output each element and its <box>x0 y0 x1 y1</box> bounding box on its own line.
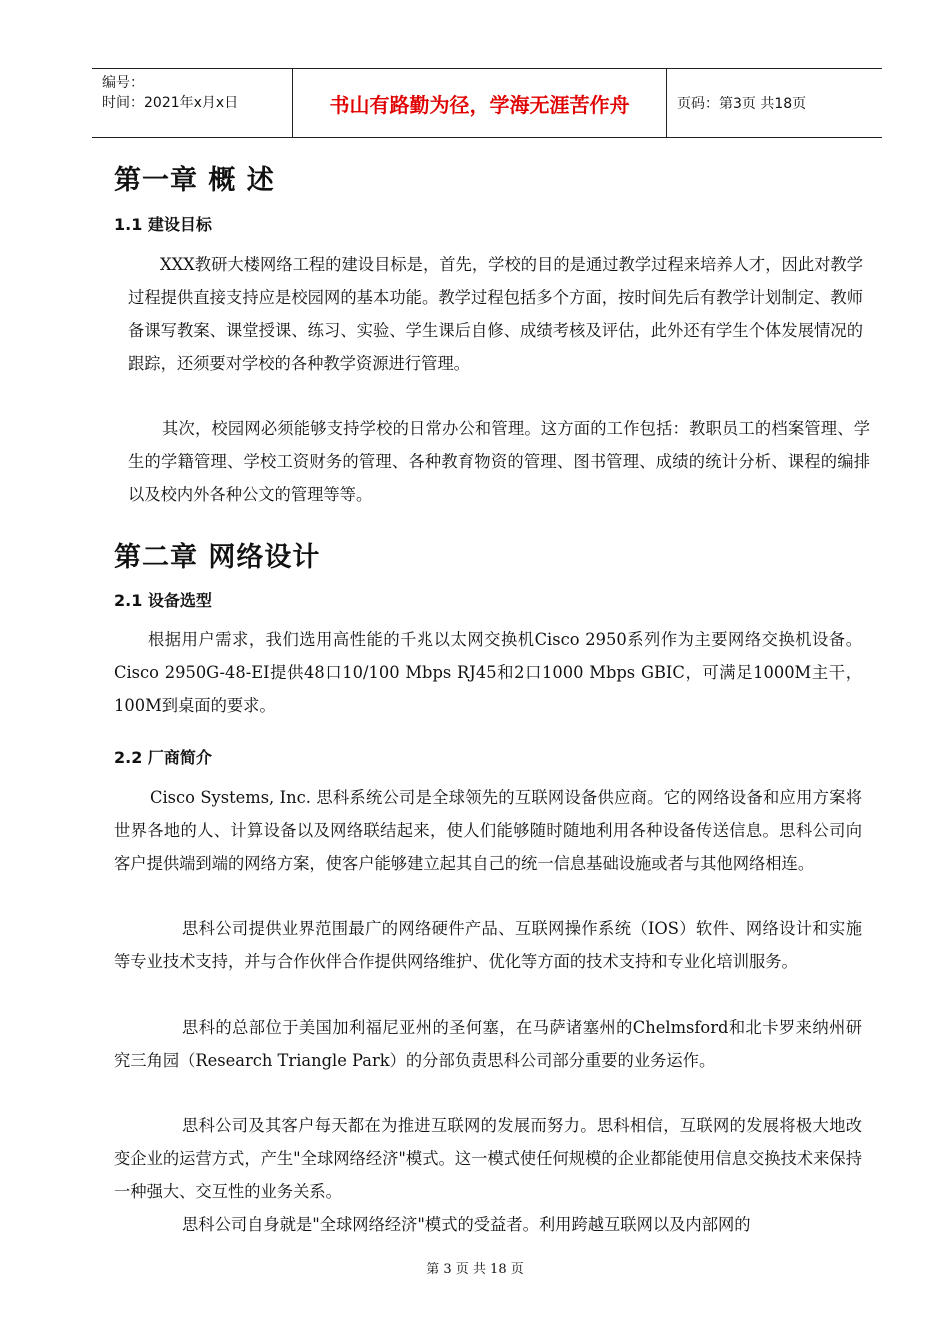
page-footer: 第 3 页 共 18 页 <box>426 1262 524 1277</box>
header-page-number: 页码：第3页 共18页 <box>677 96 807 112</box>
header-info <box>92 69 293 137</box>
section-2-2-paragraph-5: 思科公司自身就是"全球网络经济"模式的受益者。利用跨越互联网以及内部网的 <box>182 1215 751 1234</box>
section-2-2-paragraph-2: 思科公司提供业界范围最广的网络硬件产品、互联网操作系统（IOS）软件、网络设计和实施等专业技术支持，并与合作伙伴合作提供网络维护、优化等方面的技术支持和专业化培训服务。 <box>114 919 862 971</box>
header-motto: 书山有路勤为径，学海无涯苦作舟 <box>293 69 667 137</box>
section-2-2-paragraph-3: 思科的总部位于美国加利福尼亚州的圣何塞，在马萨诸塞州的Chelmsford和北卡罗来纳州研究三角园（Research Triangle Park）的分部负责思科公司部分重要的业务运作。 <box>114 1018 862 1070</box>
section-2-2-title: 2.2 厂商简介 <box>114 748 212 767</box>
section-2-1-title: 2.1 设备选型 <box>114 591 212 610</box>
section-1-1-paragraph-1: XXX教研大楼网络工程的建设目标是，首先，学校的目的是通过教学过程来培养人才，因此对教学过程提供直接支持应是校园网的基本功能。教学过程包括多个方面，按时间先后有教学计划制定、教师备课写教案、课堂授课、练习、实验、学生课后自修、成绩考核及评估，此外还有学生个体发展情况的跟踪，还须要对学校的各种教学资源进行管理。 <box>128 255 863 373</box>
section-2-2-paragraph-1: Cisco Systems, Inc. 思科系统公司是全球领先的互联网设备供应商。它的网络设备和应用方案将世界各地的人、计算设备以及网络联结起来，使人们能够随时随地利用各种设备传送信息。思科公司向客户提供端到端的网络方案，使客户能够建立起其自己的统一信息基础设施或者与其他网络相连。 <box>114 788 862 873</box>
section-2-1-paragraph: 根据用户需求，我们选用高性能的千兆以太网交换机Cisco 2950系列作为主要网络交换机设备。Cisco 2950G-48-EI提供48口10/100 Mbps RJ45和2口1000 Mbps GBIC，可满足1000M主干，100M到桌面的要求。 <box>114 630 862 715</box>
chapter-2-title: 第二章 网络设计 <box>114 542 321 573</box>
chapter-1-title: 第一章 概 述 <box>114 165 275 196</box>
page-header <box>92 68 882 138</box>
section-1-1-title: 1.1 建设目标 <box>114 215 212 234</box>
document-time-label: 时间：2021年x月x日 <box>102 95 239 111</box>
document-number-label: 编号： <box>102 75 144 91</box>
section-2-2-paragraph-4: 思科公司及其客户每天都在为推进互联网的发展而努力。思科相信，互联网的发展将极大地改变企业的运营方式，产生"全球网络经济"模式。这一模式使任何规模的企业都能使用信息交换技术来保持一种强大、交互性的业务关系。 <box>114 1116 862 1201</box>
section-1-1-paragraph-2: 其次，校园网必须能够支持学校的日常办公和管理。这方面的工作包括：教职员工的档案管理、学生的学籍管理、学校工资财务的管理、各种教育物资的管理、图书管理、成绩的统计分析、课程的编排以及校内外各种公文的管理等等。 <box>128 419 870 504</box>
